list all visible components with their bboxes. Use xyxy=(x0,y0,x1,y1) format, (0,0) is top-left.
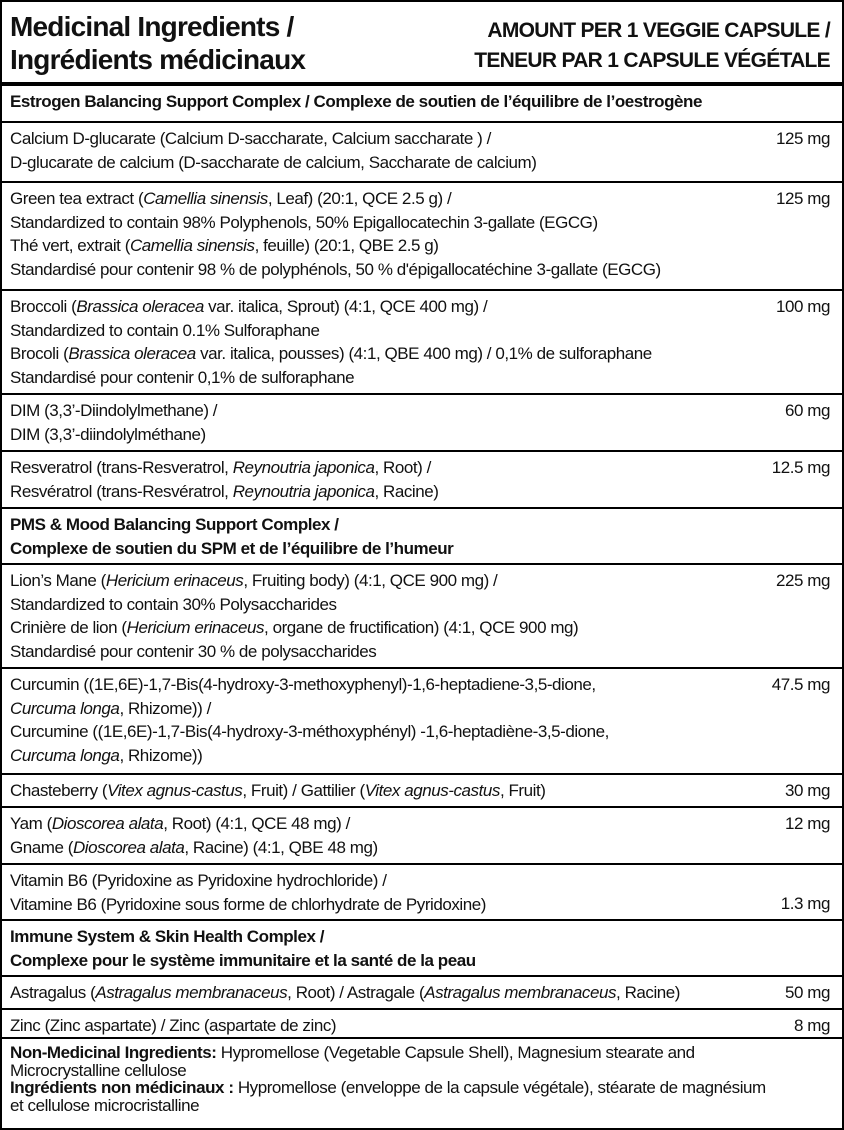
ingredient-text: , Rhizome)) / xyxy=(119,698,211,718)
amount-per-capsule-heading xyxy=(474,16,830,76)
ingredient-text: Thé vert, extrait ( xyxy=(10,236,130,255)
ingredient-line xyxy=(10,569,750,593)
section-title-line: Immune System & Skin Health Complex / xyxy=(10,927,324,946)
non-medicinal-text-fr: Hypromellose (enveloppe de la capsule végétale), stéarate de magnésium xyxy=(233,1078,766,1097)
section-header-3 xyxy=(2,921,842,977)
botanical-name: Camellia sinensis xyxy=(143,189,268,208)
ingredient-amount: 50 mg xyxy=(785,983,830,1002)
botanical-name: Brassica oleracea xyxy=(76,297,204,316)
section-header-2 xyxy=(2,509,842,565)
non-medicinal-english xyxy=(10,1044,834,1062)
botanical-name: Hericium erinaceus xyxy=(105,571,244,590)
ingredient-text: Calcium D-glucarate (Calcium D-saccharate, Calcium saccharate ) / xyxy=(10,129,491,148)
botanical-name: Reynoutria japonica xyxy=(232,481,375,501)
ingredient-text: Curcumine ((1E,6E)-1,7-Bis(4-hydroxy-3-méthoxyphényl) -1,6-heptadiène-3,5-dione, xyxy=(10,722,609,741)
ingredient-text: , Racine) (4:1, QBE 48 mg) xyxy=(184,837,378,857)
ingredient-text: , Root) / xyxy=(374,458,431,477)
ingredient-line xyxy=(10,319,750,343)
botanical-name: Curcuma longa xyxy=(10,745,120,765)
ingredient-line xyxy=(10,673,750,697)
ingredient-text: Standardized to contain 98% Polyphenols, 50% Epigallocatechin 3-gallate (EGCG) xyxy=(10,212,598,232)
ingredient-line xyxy=(10,151,750,175)
ingredient-amount: 125 mg xyxy=(775,189,830,208)
ingredient-text: Standardisé pour contenir 98 % de polyphénols, 50 % d'épigallocatéchine 3-gallate (EGCG) xyxy=(10,259,661,279)
ingredient-text: Yam ( xyxy=(10,814,52,833)
ingredient-line xyxy=(10,616,750,640)
ingredient-text: , Fruit) / Gattilier ( xyxy=(242,781,365,800)
botanical-name: Camellia sinensis xyxy=(129,236,255,255)
ingredient-row-calcium-d-glucarate xyxy=(2,123,842,183)
ingredient-row-astragalus xyxy=(2,977,842,1010)
ingredient-row-green-tea-extract xyxy=(2,183,842,291)
ingredient-text: Brocoli ( xyxy=(10,344,69,363)
ingredient-text: , Fruiting body) (4:1, QCE 900 mg) / xyxy=(243,571,498,590)
ingredient-line xyxy=(10,211,750,235)
non-medicinal-label-en: Non-Medicinal Ingredients: xyxy=(10,1043,217,1062)
ingredient-line xyxy=(10,480,750,504)
ingredient-text: Broccoli ( xyxy=(10,297,77,316)
ingredient-row-resveratrol xyxy=(2,452,842,509)
ingredient-text: Crinière de lion ( xyxy=(10,618,127,637)
ingredient-text: Resveratrol (trans-Resveratrol, xyxy=(10,458,233,477)
ingredient-text: Zinc (Zinc aspartate) / Zinc (aspartate de zinc) xyxy=(10,1016,337,1035)
ingredient-amount: 12.5 mg xyxy=(771,458,830,477)
ingredient-row-zinc xyxy=(2,1010,842,1039)
ingredient-description xyxy=(10,673,750,767)
ingredient-line xyxy=(10,779,750,803)
ingredient-description xyxy=(10,127,750,174)
ingredient-text: , organe de fructification) (4:1, QCE 900 mg) xyxy=(264,618,579,637)
ingredient-line xyxy=(10,295,750,319)
ingredient-text: , Racine) xyxy=(616,983,681,1002)
ingredient-line xyxy=(10,697,750,721)
botanical-name: Vitex agnus-castus xyxy=(364,781,500,800)
ingredient-amount: 125 mg xyxy=(775,129,830,148)
ingredient-text: , Leaf) (20:1, QCE 2.5 g) / xyxy=(267,189,452,208)
ingredient-line xyxy=(10,812,750,836)
ingredient-text: DIM (3,3’-Diindolylmethane) / xyxy=(10,401,218,420)
botanical-name: Dioscorea alata xyxy=(72,837,185,857)
ingredient-text: , feuille) (20:1, QBE 2.5 g) xyxy=(254,236,439,255)
ingredient-amount: 100 mg xyxy=(775,297,830,316)
ingredient-description xyxy=(10,569,750,663)
ingredient-text: Gname ( xyxy=(10,837,73,857)
ingredient-text: Resvératrol (trans-Resvératrol, xyxy=(10,481,233,501)
ingredient-amount: 47.5 mg xyxy=(771,675,830,694)
heading-english: Medicinal Ingredients / xyxy=(10,11,294,42)
ingredient-text: , Root) (4:1, QCE 48 mg) / xyxy=(163,814,350,833)
ingredient-line xyxy=(10,366,750,390)
ingredient-description xyxy=(10,187,750,281)
botanical-name: Astragalus membranaceus xyxy=(95,983,288,1002)
ingredient-line xyxy=(10,423,750,447)
botanical-name: Dioscorea alata xyxy=(51,814,164,833)
ingredient-text: , Fruit) xyxy=(499,781,546,800)
ingredient-text: DIM (3,3’-diindolylméthane) xyxy=(10,424,206,444)
ingredient-amount: 60 mg xyxy=(785,401,830,420)
section-header-1 xyxy=(2,86,842,123)
non-medicinal-label-fr: Ingrédients non médicinaux : xyxy=(10,1078,234,1097)
ingredient-line xyxy=(10,399,750,423)
section-title-line: Complexe pour le système immunitaire et la santé de la peau xyxy=(10,950,476,970)
ingredient-row-broccoli xyxy=(2,291,842,395)
non-medicinal-ingredients xyxy=(2,1044,842,1114)
medicinal-ingredients-heading xyxy=(10,10,305,76)
amount-heading-english: AMOUNT PER 1 VEGGIE CAPSULE / xyxy=(487,19,830,42)
ingredient-line xyxy=(10,893,750,917)
ingredient-text: Standardized to contain 0.1% Sulforaphane xyxy=(10,320,320,340)
ingredient-row-dim xyxy=(2,395,842,452)
ingredient-text: Standardisé pour contenir 30 % de polysaccharides xyxy=(10,641,377,661)
ingredient-amount: 8 mg xyxy=(794,1016,830,1035)
section-title-line: Complexe de soutien du SPM et de l’équilibre de l’humeur xyxy=(10,538,454,558)
ingredient-description xyxy=(10,869,750,916)
non-medicinal-text-en: Hypromellose (Vegetable Capsule Shell), Magnesium stearate and xyxy=(216,1043,695,1062)
non-medicinal-text-en-cont: Microcrystalline cellulose xyxy=(10,1060,187,1080)
ingredient-amount: 30 mg xyxy=(785,781,830,800)
ingredient-line xyxy=(10,234,750,258)
ingredient-row-vitamin-b6 xyxy=(2,865,842,921)
non-medicinal-text-fr-cont: et cellulose microcristalline xyxy=(10,1095,200,1115)
ingredient-row-lion-s-mane xyxy=(2,565,842,669)
ingredient-amount: 225 mg xyxy=(775,571,830,590)
ingredient-row-yam xyxy=(2,808,842,865)
ingredient-text: Curcumin ((1E,6E)-1,7-Bis(4-hydroxy-3-methoxyphenyl)-1,6-heptadiene-3,5-dione, xyxy=(10,675,596,694)
ingredient-text: var. italica, Sprout) (4:1, QCE 400 mg) / xyxy=(203,297,488,316)
ingredient-text: Chasteberry ( xyxy=(10,781,108,800)
ingredient-row-chasteberry xyxy=(2,775,842,808)
ingredient-text: Standardized to contain 30% Polysaccharides xyxy=(10,594,337,614)
ingredient-text: Vitamine B6 (Pyridoxine sous forme de chlorhydrate de Pyridoxine) xyxy=(10,894,486,914)
ingredient-text: Vitamin B6 (Pyridoxine as Pyridoxine hydrochloride) / xyxy=(10,871,387,890)
ingredient-line xyxy=(10,981,750,1005)
botanical-name: Astragalus membranaceus xyxy=(424,983,617,1002)
ingredient-line xyxy=(10,342,750,366)
ingredient-line xyxy=(10,187,750,211)
ingredient-text: , Root) / Astragale ( xyxy=(287,983,425,1002)
ingredient-line xyxy=(10,869,750,893)
ingredient-line xyxy=(10,593,750,617)
ingredient-description xyxy=(10,295,750,389)
botanical-name: Brassica oleracea xyxy=(68,344,196,363)
ingredient-description xyxy=(10,812,750,859)
ingredient-line xyxy=(10,744,750,768)
ingredient-row-curcumin xyxy=(2,669,842,775)
ingredient-amount: 1.3 mg xyxy=(780,893,830,913)
ingredient-text: Green tea extract ( xyxy=(10,189,144,208)
botanical-name: Hericium erinaceus xyxy=(126,618,265,637)
ingredient-line xyxy=(10,640,750,664)
ingredient-description xyxy=(10,1014,750,1038)
ingredient-text: D-glucarate de calcium (D-saccharate de calcium, Saccharate de calcium) xyxy=(10,152,537,172)
botanical-name: Reynoutria japonica xyxy=(232,458,375,477)
non-medicinal-french xyxy=(10,1079,834,1097)
botanical-name: Curcuma longa xyxy=(10,698,120,718)
amount-heading-french: TENEUR PAR 1 CAPSULE VÉGÉTALE xyxy=(474,49,830,72)
ingredient-amount: 12 mg xyxy=(785,814,830,833)
ingredient-text: Lion’s Mane ( xyxy=(10,571,106,590)
ingredient-line xyxy=(10,258,750,282)
ingredient-line xyxy=(10,720,750,744)
ingredient-text: , Rhizome)) xyxy=(119,745,203,765)
ingredient-line xyxy=(10,836,750,860)
ingredient-text: var. italica, pousses) (4:1, QBE 400 mg) / 0,1% de sulforaphane xyxy=(195,344,652,363)
ingredient-line xyxy=(10,456,750,480)
ingredient-text: , Racine) xyxy=(374,481,439,501)
heading-french: Ingrédients médicinaux xyxy=(10,44,306,75)
ingredient-description xyxy=(10,456,750,503)
botanical-name: Vitex agnus-castus xyxy=(107,781,243,800)
section-title-line: Estrogen Balancing Support Complex / Complexe de soutien de l’équilibre de l’oestrogène xyxy=(10,92,702,111)
ingredient-description xyxy=(10,399,750,446)
ingredient-text: Astragalus ( xyxy=(10,983,96,1002)
ingredient-text: Standardisé pour contenir 0,1% de sulforaphane xyxy=(10,367,355,387)
label-header xyxy=(2,2,842,86)
ingredient-description xyxy=(10,779,750,803)
ingredient-line xyxy=(10,127,750,151)
section-title-line: PMS & Mood Balancing Support Complex / xyxy=(10,515,339,534)
ingredient-line xyxy=(10,1014,750,1038)
ingredient-description xyxy=(10,981,750,1005)
